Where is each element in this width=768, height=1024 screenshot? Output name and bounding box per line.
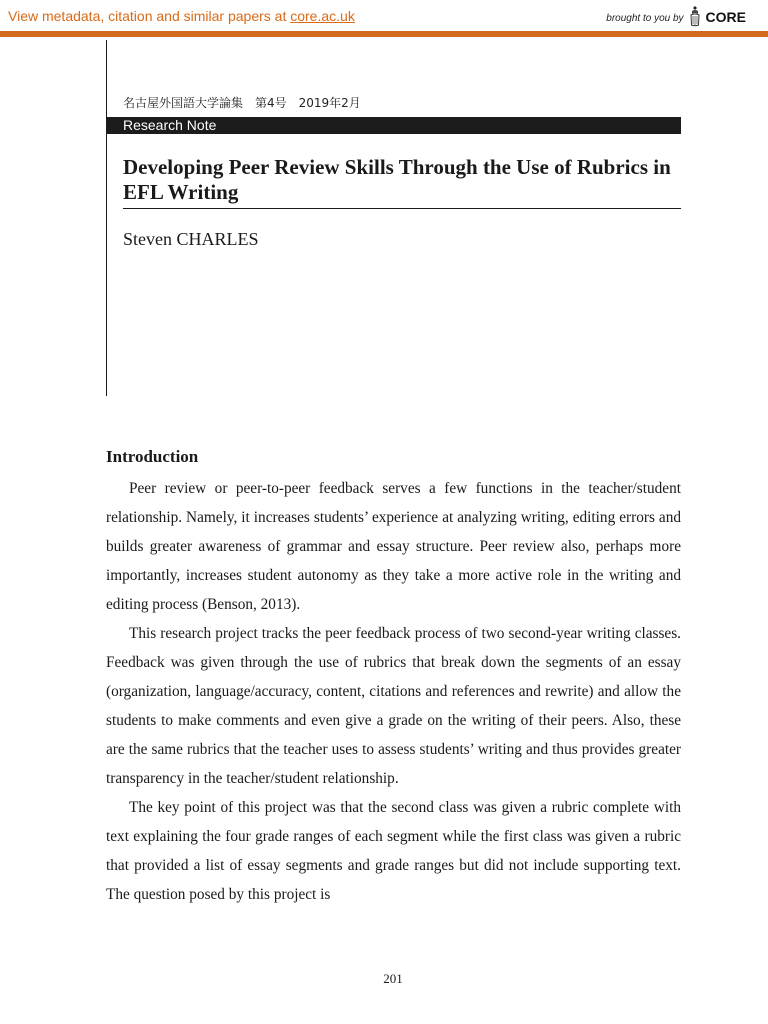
title-rule — [123, 208, 681, 209]
core-logo-icon — [688, 5, 702, 27]
margin-rule — [106, 40, 107, 396]
core-link-url[interactable]: core.ac.uk — [290, 8, 355, 24]
body-paragraph: The key point of this project was that the second class was given a rubric complete with text explaining the four grade ranges of each segment while the first class was given a rubric that provided a list of essay segments and grade ranges but did not include supporting text. The question posed by this project is — [106, 799, 681, 903]
article-type-label: Research Note — [123, 117, 217, 133]
page-number: 201 — [383, 971, 403, 986]
author-name: Steven CHARLES — [123, 229, 259, 249]
core-metadata-link[interactable] — [8, 8, 355, 24]
core-banner-accent-bar — [0, 31, 768, 37]
core-brand[interactable] — [606, 3, 746, 29]
body-text — [106, 474, 681, 909]
brought-to-you-label: brought to you by — [606, 12, 684, 24]
core-link-prefix: View metadata, citation and similar papers at — [8, 8, 291, 24]
body-paragraph: This research project tracks the peer feedback process of two second-year writing classes. Feedback was given through the use of rubrics that break down the segments of an essay (organization, language/accuracy, content, citations and references and rewrite) and allow the students to make comments and even give a grade on the writing of their peers. Also, these are the same rubrics that the teacher uses to assess students’ writing and thus provides greater transparency in the teacher/student relationship. — [106, 625, 681, 787]
section-heading-introduction: Introduction — [106, 447, 199, 466]
core-wordmark: CORE — [705, 9, 746, 25]
body-paragraph: Peer review or peer-to-peer feedback serves a few functions in the teacher/student relationship. Namely, it increases students’ experience at analyzing writing, editing errors and builds greater awareness of grammar and essay structure. Peer review also, perhaps more importantly, increases student autonomy as they take a more active role in the writing and editing process (Benson, 2013). — [106, 480, 681, 613]
paper-title: Developing Peer Review Skills Through the Use of Rubrics in EFL Writing — [123, 155, 671, 204]
journal-citation: 名古屋外国語大学論集 第4号 2019年2月 — [123, 96, 361, 110]
article-type-bar — [106, 117, 681, 134]
core-banner — [0, 0, 768, 34]
